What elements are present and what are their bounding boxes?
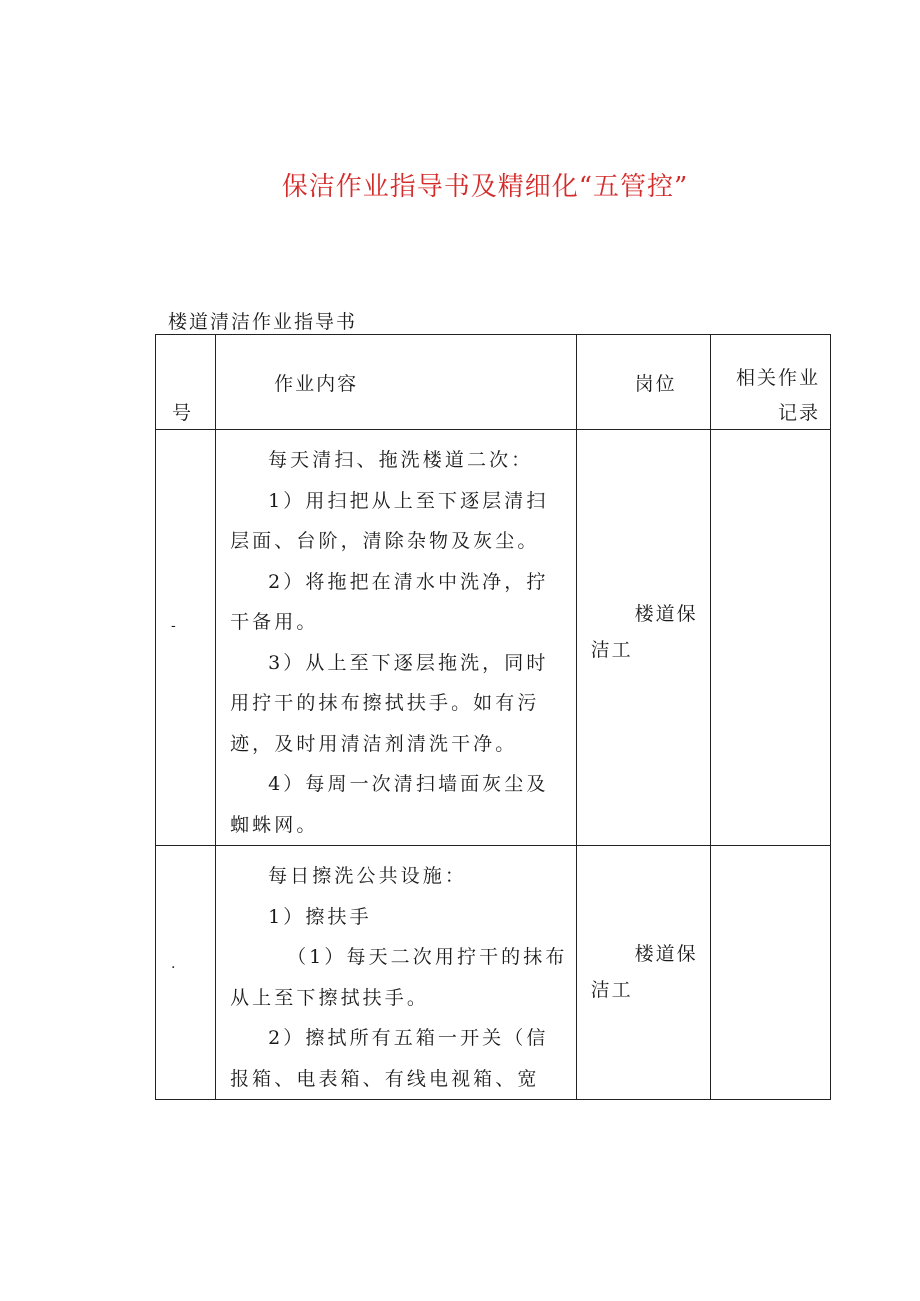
row-post-cell xyxy=(576,846,710,1100)
post-line2: 洁工 xyxy=(590,979,633,1001)
content-line: 2）将拖把在清水中洗净，拧干备用。 xyxy=(230,570,549,633)
header-content-cell xyxy=(216,335,577,430)
work-instruction-table xyxy=(155,334,831,1100)
content-line: 每天清扫、拖洗楼道二次： xyxy=(268,449,534,471)
content-line: 1）擦扶手 xyxy=(268,905,372,928)
header-post-cell xyxy=(576,335,710,430)
row-no: . xyxy=(171,956,176,972)
table-header-row xyxy=(156,335,831,430)
post-line2: 洁工 xyxy=(590,639,633,661)
content-line: 4）每周一次清扫墙面灰尘及蜘蛛网。 xyxy=(230,773,549,836)
row-no-cell xyxy=(156,846,216,1100)
row-record-cell xyxy=(710,846,830,1100)
row-content-cell xyxy=(216,430,577,846)
document-title: 保洁作业指导书及精细化“五管控” xyxy=(281,172,689,202)
content-line: 每日擦洗公共设施： xyxy=(268,865,467,887)
content-line: 1）用扫把从上至下逐层清扫层面、台阶，清除杂物及灰尘。 xyxy=(230,489,549,552)
header-content: 作业内容 xyxy=(274,373,359,395)
content-line: 3）从上至下逐层拖洗，同时用拧干的抹布擦拭扶手。如有污迹，及时用清洁剂清洗干净。 xyxy=(230,651,549,755)
row-content-cell xyxy=(216,846,577,1100)
table-row xyxy=(156,846,831,1100)
row-no-cell xyxy=(156,430,216,846)
header-no: 号 xyxy=(172,402,192,424)
content-line: 2）擦拭所有五箱一开关（信报箱、电表箱、有线电视箱、宽 xyxy=(230,1027,549,1090)
post-line1: 楼道保 xyxy=(634,603,698,625)
header-record-cell xyxy=(710,335,830,430)
content-line: （1）每天二次用拧干的抹布从上至下擦拭扶手。 xyxy=(230,946,568,1009)
header-no-cell xyxy=(156,335,216,430)
row-no: - xyxy=(171,618,176,634)
row-post-cell xyxy=(576,430,710,846)
header-post: 岗位 xyxy=(634,373,677,395)
header-record-line2: 记录 xyxy=(777,402,820,424)
header-record-line1: 相关作业 xyxy=(735,367,820,389)
document-subtitle: 楼道清洁作业指导书 xyxy=(168,311,358,333)
post-line1: 楼道保 xyxy=(634,943,698,965)
table-row xyxy=(156,430,831,846)
row-record-cell xyxy=(710,430,830,846)
